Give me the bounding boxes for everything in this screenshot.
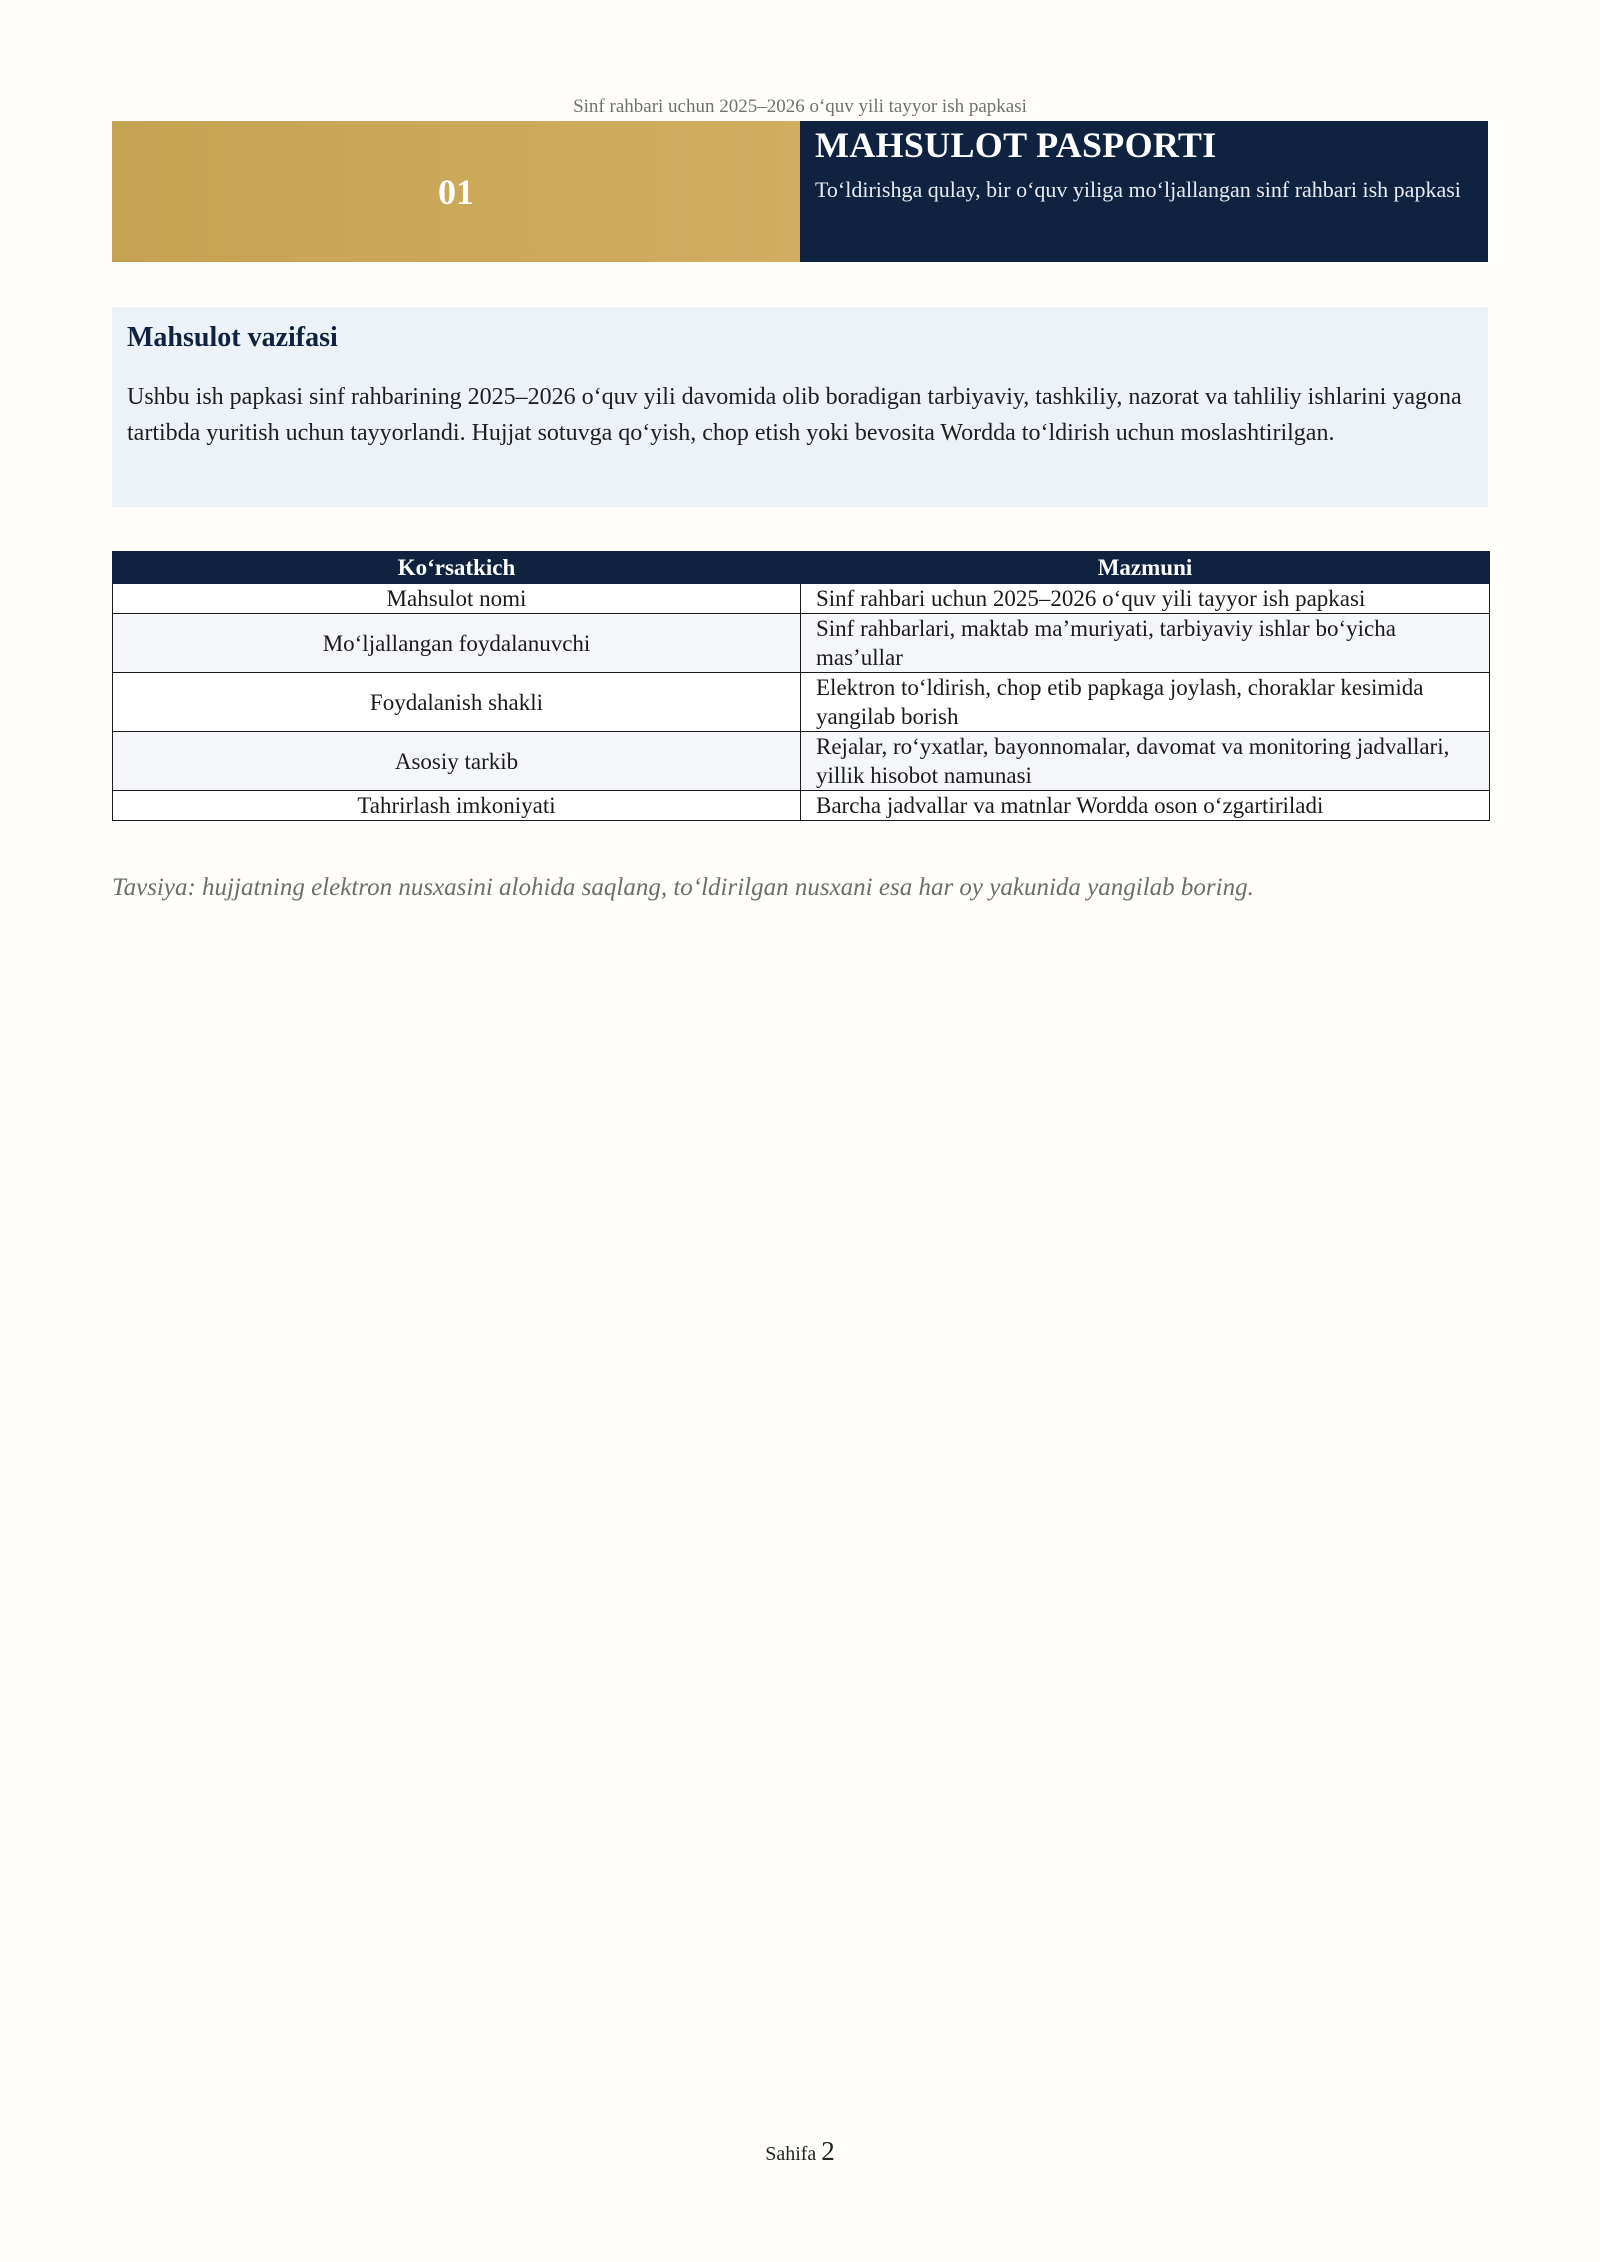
indicator-cell: Mahsulot nomi bbox=[113, 584, 801, 614]
purpose-heading: Mahsulot vazifasi bbox=[127, 322, 338, 353]
content-cell: Elektron to‘ldirish, chop etib papkaga joylash, choraklar kesimida yangilab borish bbox=[801, 673, 1490, 732]
purpose-text: Ushbu ish papkasi sinf rahbarining 2025–2026 o‘quv yili davomida olib boradigan tarbiyaviy, tashkiliy, nazorat va tahliliy ishlarini yagona tartibda yuritish uchun tayyorlandi. Hujjat sotuvga qo‘yish, chop etish yoki bevosita Wordda to‘ldirish uchun moslashtirilgan. bbox=[127, 384, 1462, 446]
column-header-indicator: Ko‘rsatkich bbox=[113, 552, 801, 584]
page-label: Sahifa bbox=[765, 2143, 817, 2165]
table-row bbox=[113, 584, 1490, 614]
indicator-cell: Mo‘ljallangan foydalanuvchi bbox=[113, 614, 801, 673]
content-cell: Rejalar, ro‘yxatlar, bayonnomalar, davomat va monitoring jadvallari, yillik hisobot namunasi bbox=[801, 732, 1490, 791]
recommendation-note: Tavsiya: hujjatning elektron nusxasini alohida saqlang, to‘ldirilgan nusxani esa har oy yakunida yangilab boring. bbox=[112, 874, 1254, 901]
column-header-content: Mazmuni bbox=[801, 552, 1490, 584]
indicator-cell: Asosiy tarkib bbox=[113, 732, 801, 791]
section-number: 01 bbox=[112, 121, 800, 262]
indicator-cell: Tahrirlash imkoniyati bbox=[113, 791, 801, 821]
purpose-box bbox=[112, 307, 1488, 507]
content-cell: Sinf rahbarlari, maktab ma’muriyati, tarbiyaviy ishlar bo‘yicha mas’ullar bbox=[801, 614, 1490, 673]
page-footer bbox=[0, 2136, 1600, 2167]
content-cell: Barcha jadvallar va matnlar Wordda oson o‘zgartiriladi bbox=[801, 791, 1490, 821]
section-title: MAHSULOT PASPORTI bbox=[815, 125, 1217, 165]
indicator-cell: Foydalanish shakli bbox=[113, 673, 801, 732]
table-row bbox=[113, 732, 1490, 791]
table-row bbox=[113, 791, 1490, 821]
passport-table bbox=[112, 551, 1490, 821]
page-number: 2 bbox=[821, 2136, 835, 2166]
running-header: Sinf rahbari uchun 2025–2026 o‘quv yili tayyor ish papkasi bbox=[573, 96, 1027, 117]
section-banner bbox=[112, 121, 1488, 262]
table-header-row bbox=[113, 552, 1490, 584]
section-title-block bbox=[800, 121, 1488, 262]
content-cell: Sinf rahbari uchun 2025–2026 o‘quv yili tayyor ish papkasi bbox=[801, 584, 1490, 614]
section-subtitle: To‘ldirishga qulay, bir o‘quv yiliga mo‘ljallangan sinf rahbari ish papkasi bbox=[815, 177, 1461, 202]
table-row bbox=[113, 673, 1490, 732]
table-row bbox=[113, 614, 1490, 673]
